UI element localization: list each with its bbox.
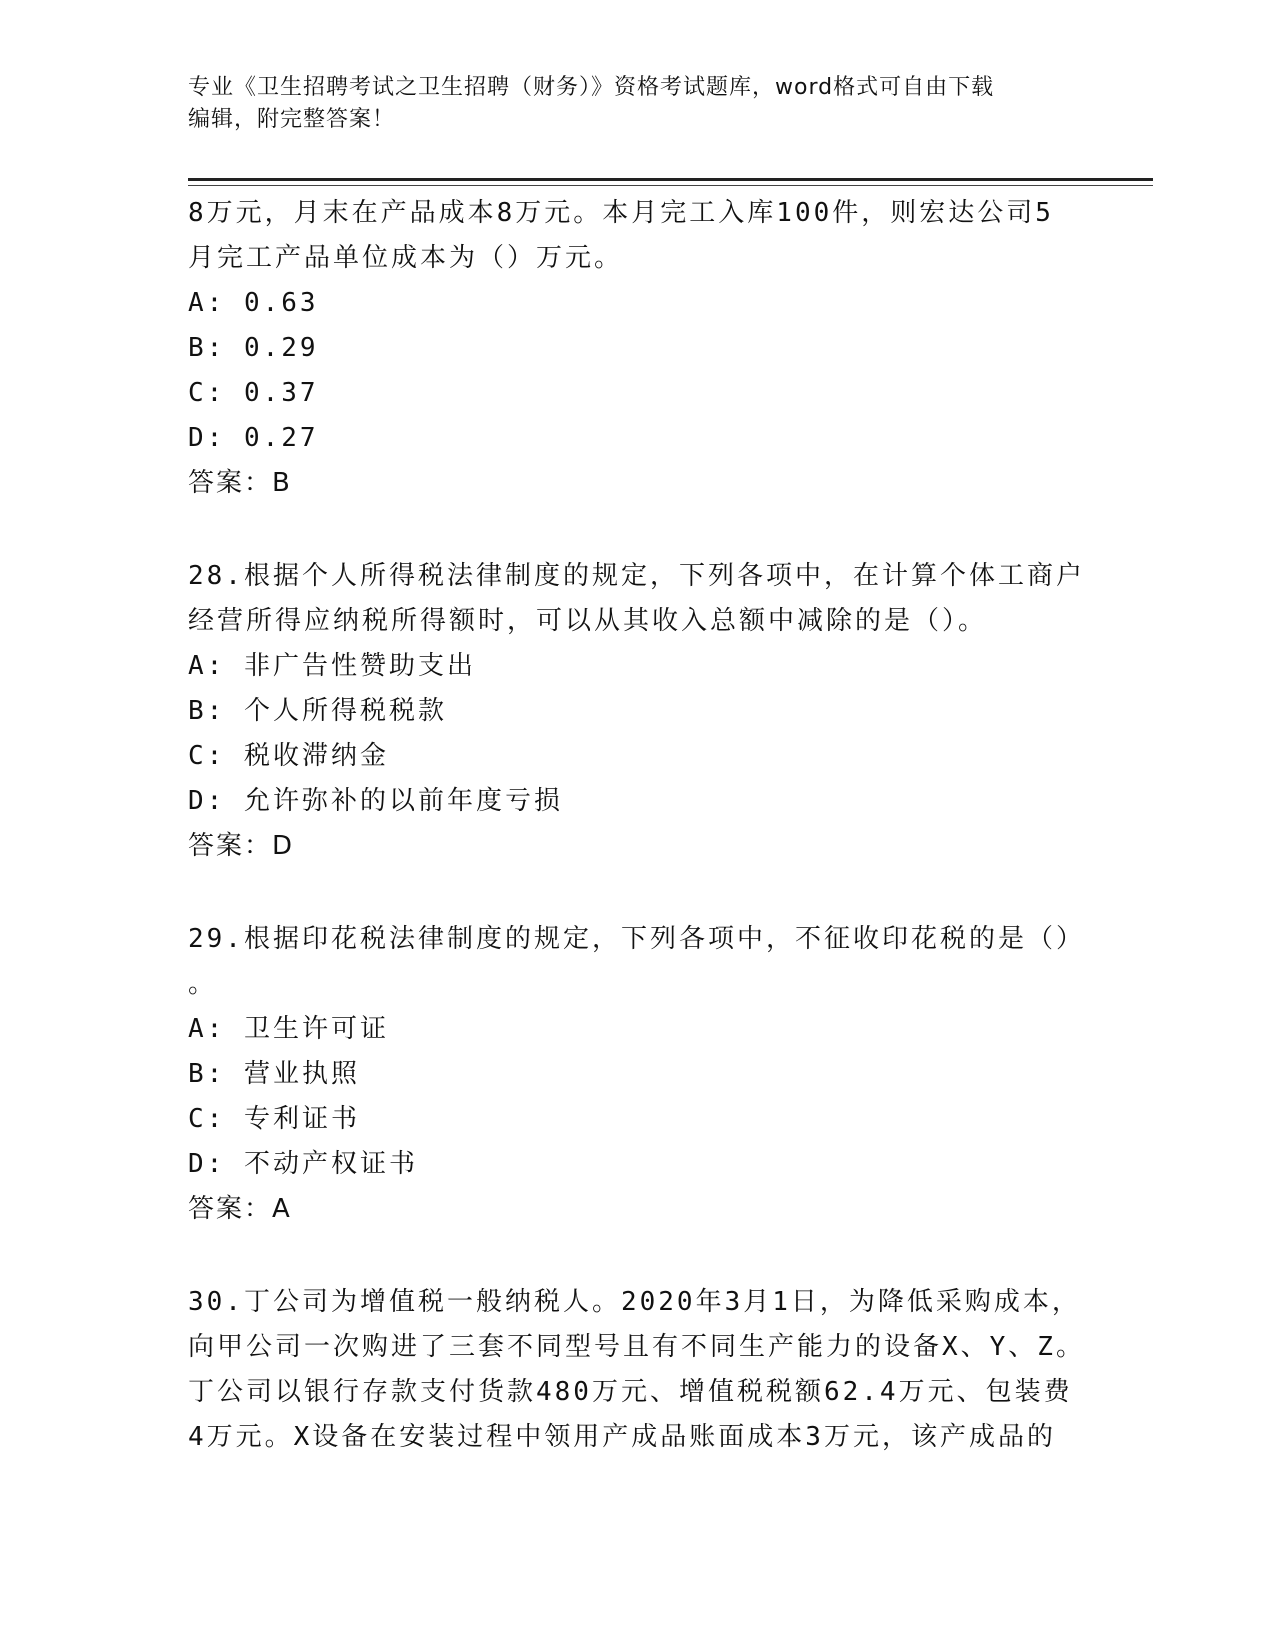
question-28-answer: 答案：D (188, 831, 295, 861)
question-27-text-line-1: 8万元，月末在产品成本8万元。本月完工入库100件，则宏达公司5 (188, 198, 1054, 228)
question-29-option-b: B: 营业执照 (188, 1059, 360, 1089)
question-30-text-line-1: 30.丁公司为增值税一般纳税人。2020年3月1日，为降低采购成本， (188, 1287, 1081, 1317)
question-28 (188, 554, 1088, 869)
question-27-option-b: B: 0.29 (188, 333, 319, 363)
question-29-option-a: A: 卫生许可证 (188, 1014, 389, 1044)
header-line-2: 编辑，附完整答案！ (188, 107, 396, 132)
question-28-text-line-2: 经营所得应纳税所得额时，可以从其收入总额中减除的是（）。 (188, 606, 988, 636)
question-29-answer: 答案：A (188, 1194, 292, 1224)
document-content (188, 191, 1088, 1460)
question-28-option-b: B: 个人所得税税款 (188, 696, 447, 726)
question-29-text-line-2: 。 (188, 969, 218, 999)
question-27-option-c: C: 0.37 (188, 378, 319, 408)
header-line-1: 专业《卫生招聘考试之卫生招聘（财务）》资格考试题库，word格式可自由下载 (188, 75, 995, 100)
question-28-option-d: D: 允许弥补的以前年度亏损 (188, 786, 563, 816)
question-28-option-a: A: 非广告性赞助支出 (188, 651, 476, 681)
question-27-answer: 答案：B (188, 468, 292, 498)
question-27-option-a: A: 0.63 (188, 288, 319, 318)
question-27-text-line-2: 月完工产品单位成本为（）万元。 (188, 243, 624, 273)
header-divider-thin (188, 185, 1153, 186)
question-28-text-line-1: 28.根据个人所得税法律制度的规定，下列各项中，在计算个体工商户 (188, 561, 1085, 591)
question-30-text-line-3: 丁公司以银行存款支付货款480万元、增值税税额62.4万元、包装费 (188, 1377, 1073, 1407)
question-30 (188, 1280, 1088, 1460)
question-30-text-line-2: 向甲公司一次购进了三套不同型号且有不同生产能力的设备X、Y、Z。 (188, 1332, 1085, 1362)
question-30-text-line-4: 4万元。X设备在安装过程中领用产成品账面成本3万元，该产成品的 (188, 1422, 1056, 1452)
header-divider-thick (188, 178, 1153, 181)
question-27 (188, 191, 1088, 506)
page-header (188, 72, 1088, 136)
question-29-option-d: D: 不动产权证书 (188, 1149, 418, 1179)
question-29 (188, 917, 1088, 1232)
question-27-option-d: D: 0.27 (188, 423, 319, 453)
question-28-option-c: C: 税收滞纳金 (188, 741, 389, 771)
question-29-text-line-1: 29.根据印花税法律制度的规定，下列各项中，不征收印花税的是（） (188, 924, 1085, 954)
question-29-option-c: C: 专利证书 (188, 1104, 360, 1134)
